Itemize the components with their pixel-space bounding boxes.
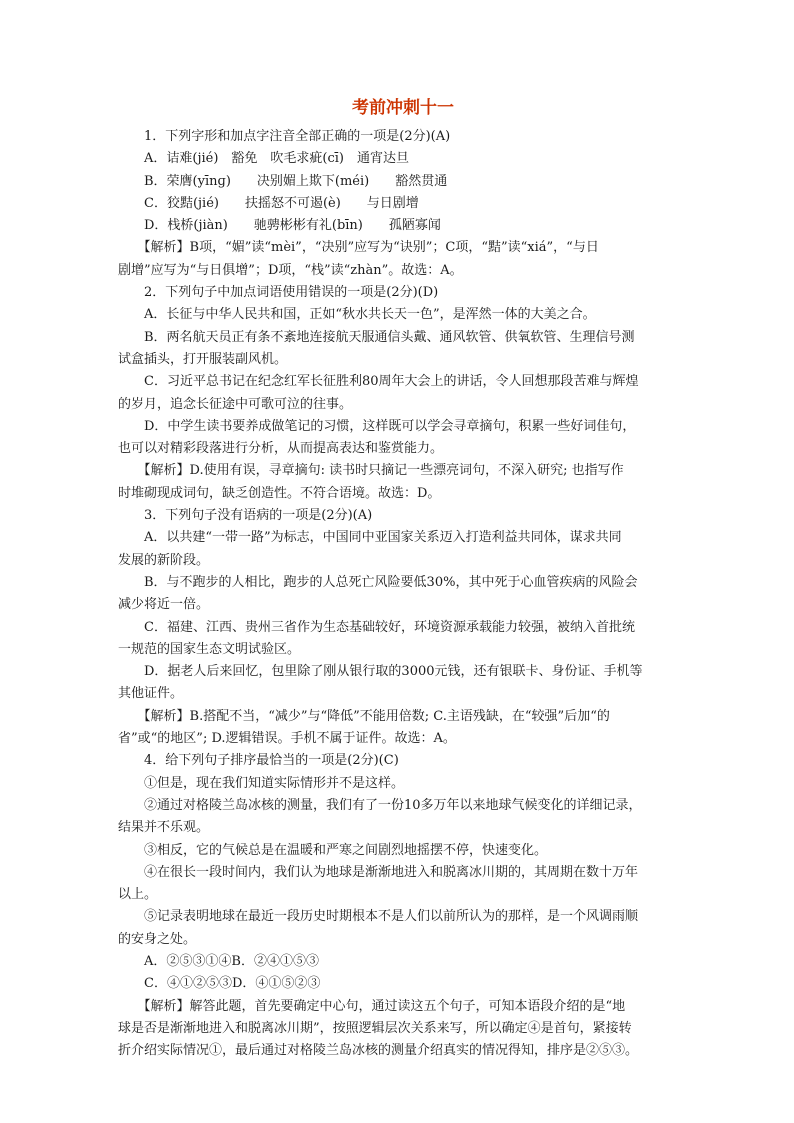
question-2-analysis bbox=[118, 460, 688, 482]
question-1 bbox=[118, 126, 688, 282]
question-4-analysis-cont-1: 球是否是渐渐地进入和脱离冰川期”，按照逻辑层次关系来写，所以确定④是首句，紧接转 bbox=[118, 1020, 632, 1036]
question-1-option-b: B．荣膺(yīnɡ) 决别媚上欺下(méi) 豁然贯通 bbox=[144, 173, 448, 189]
question-3-option-d-cont: 其他证件。 bbox=[118, 686, 184, 702]
question-3-option-b-cont: 减少将近一倍。 bbox=[118, 597, 210, 613]
analysis-label: 【解析】 bbox=[137, 708, 190, 724]
analysis-text: B.搭配不当，“减少”与“降低”不能用倍数; C.主语残缺，在“较强”后加“的 bbox=[189, 708, 610, 724]
question-2-option-a: A．长征与中华人民共和国，正如“秋水共长天一色”，是浑然一体的大美之合。 bbox=[144, 307, 596, 323]
question-3-analysis bbox=[118, 706, 688, 728]
question-3-option-b: B．与不跑步的人相比，跑步的人总死亡风险要低30%，其中死于心血管疾病的风险会 bbox=[144, 574, 638, 590]
analysis-text: B项，“媚”读“mèi”，“决别”应写为“诀别”；C项，“黠”读“xiá”，“与日 bbox=[189, 240, 599, 256]
question-4-sentence-1: ①但是，现在我们知道实际情形并不是这样。 bbox=[144, 775, 405, 791]
analysis-label: 【解析】 bbox=[137, 998, 190, 1014]
analysis-label: 【解析】 bbox=[137, 463, 190, 479]
question-1-analysis bbox=[118, 237, 688, 259]
question-4-options-ab: A．②⑤③①④B．②④①⑤③ bbox=[144, 953, 319, 969]
question-4-stem: 4．给下列句子排序最恰当的一项是(2分)(C) bbox=[144, 753, 399, 769]
question-1-option-d: D．栈桥(jiàn) 驰骋彬彬有礼(bīn) 孤陋寡闻 bbox=[144, 218, 441, 234]
question-4-sentence-4: ④在很长一段时间内，我们认为地球是渐渐地进入和脱离冰川期的，其周期在数十万年 bbox=[144, 864, 639, 880]
question-2-option-b-cont: 试盒插头，打开服装副风机。 bbox=[118, 351, 288, 367]
question-2-option-c-cont: 的岁月，追念长征途中可歌可泣的往事。 bbox=[118, 396, 353, 412]
question-2-option-d-cont: 也可以对精彩段落进行分析，从而提高表达和鉴赏能力。 bbox=[118, 441, 444, 457]
question-3-stem: 3．下列句子没有语病的一项是(2分)(A) bbox=[144, 508, 373, 524]
question-4 bbox=[118, 750, 688, 1062]
question-1-option-a: A．诘难(jié) 豁免 吹毛求疵(cī) 通宵达旦 bbox=[144, 151, 409, 167]
question-4-analysis bbox=[118, 996, 688, 1018]
document-page bbox=[118, 96, 688, 1062]
question-2-option-b: B．两名航天员正有条不紊地连接航天服通信头戴、通风软管、供氧软管、生理信号测 bbox=[144, 329, 635, 345]
question-3 bbox=[118, 505, 688, 750]
analysis-text: 解答此题，首先要确定中心句，通过读这五个句子，可知本语段介绍的是“地 bbox=[189, 998, 626, 1014]
question-4-options-cd: C．④①②⑤③D．④①⑤②③ bbox=[144, 976, 321, 992]
question-1-stem: 1．下列字形和加点字注音全部正确的一项是(2分)(A) bbox=[144, 129, 451, 144]
question-2-option-d: D．中学生读书要养成做笔记的习惯，这样既可以学会寻章摘句，积累一些好词佳句， bbox=[144, 418, 636, 434]
question-4-sentence-4-cont: 以上。 bbox=[118, 887, 158, 903]
question-1-analysis-cont: 剧增”应写为“与日俱增”；D项，“栈”读“zhàn”。故选：A。 bbox=[118, 262, 463, 278]
analysis-text: D.使用有误，寻章摘句: 读书时只摘记一些漂亮词句，不深入研究; 也指写作 bbox=[189, 463, 624, 479]
question-3-option-c: C．福建、江西、贵州三省作为生态基础较好，环境资源承载能力较强，被纳入首批统 bbox=[144, 619, 635, 635]
question-4-sentence-5-cont: 的安身之处。 bbox=[118, 931, 197, 947]
question-2-analysis-cont: 时堆砌现成词句，缺乏创造性。不符合语境。故选：D。 bbox=[118, 485, 441, 501]
question-2-option-c: C．习近平总书记在纪念红军长征胜利80周年大会上的讲话，令人回想那段苦难与辉煌 bbox=[144, 374, 639, 390]
question-4-sentence-5: ⑤记录表明地球在最近一段历史时期根本不是人们以前所认为的那样，是一个风调雨顺 bbox=[144, 909, 639, 925]
question-3-analysis-cont: 省”或“的地区”; D.逻辑错误。手机不属于证件。故选：A。 bbox=[118, 731, 456, 747]
question-2-stem: 2．下列句子中加点词语使用错误的一项是(2分)(D) bbox=[144, 285, 439, 301]
question-1-option-c: C．狡黠(jié) 扶摇怒不可遏(è) 与日剧增 bbox=[144, 195, 419, 211]
analysis-label: 【解析】 bbox=[137, 240, 190, 256]
question-4-sentence-2: ②通过对格陵兰岛冰核的测量，我们有了一份10多万年以来地球气候变化的详细记录， bbox=[144, 797, 642, 813]
question-4-analysis-cont-2: 折介绍实际情况①，最后通过对格陵兰岛冰核的测量介绍真实的情况得知，排序是②⑤③。 bbox=[118, 1043, 639, 1059]
question-3-option-a: A．以共建“一带一路”为标志，中国同中亚国家关系迈入打造利益共同体，谋求共同 bbox=[144, 530, 622, 546]
question-4-sentence-3: ③相反，它的气候总是在温暖和严寒之间剧烈地摇摆不停，快速变化。 bbox=[144, 842, 548, 858]
question-3-option-a-cont: 发展的新阶段。 bbox=[118, 552, 210, 568]
page-title: 考前冲刺十一 bbox=[352, 98, 454, 118]
question-3-option-d: D．据老人后来回忆，包里除了刚从银行取的3000元钱，还有银联卡、身份证、手机等 bbox=[144, 664, 643, 680]
question-2 bbox=[118, 282, 688, 505]
question-4-sentence-2-cont: 结果并不乐观。 bbox=[118, 820, 210, 836]
question-3-option-c-cont: 一规范的国家生态文明试验区。 bbox=[118, 641, 301, 657]
